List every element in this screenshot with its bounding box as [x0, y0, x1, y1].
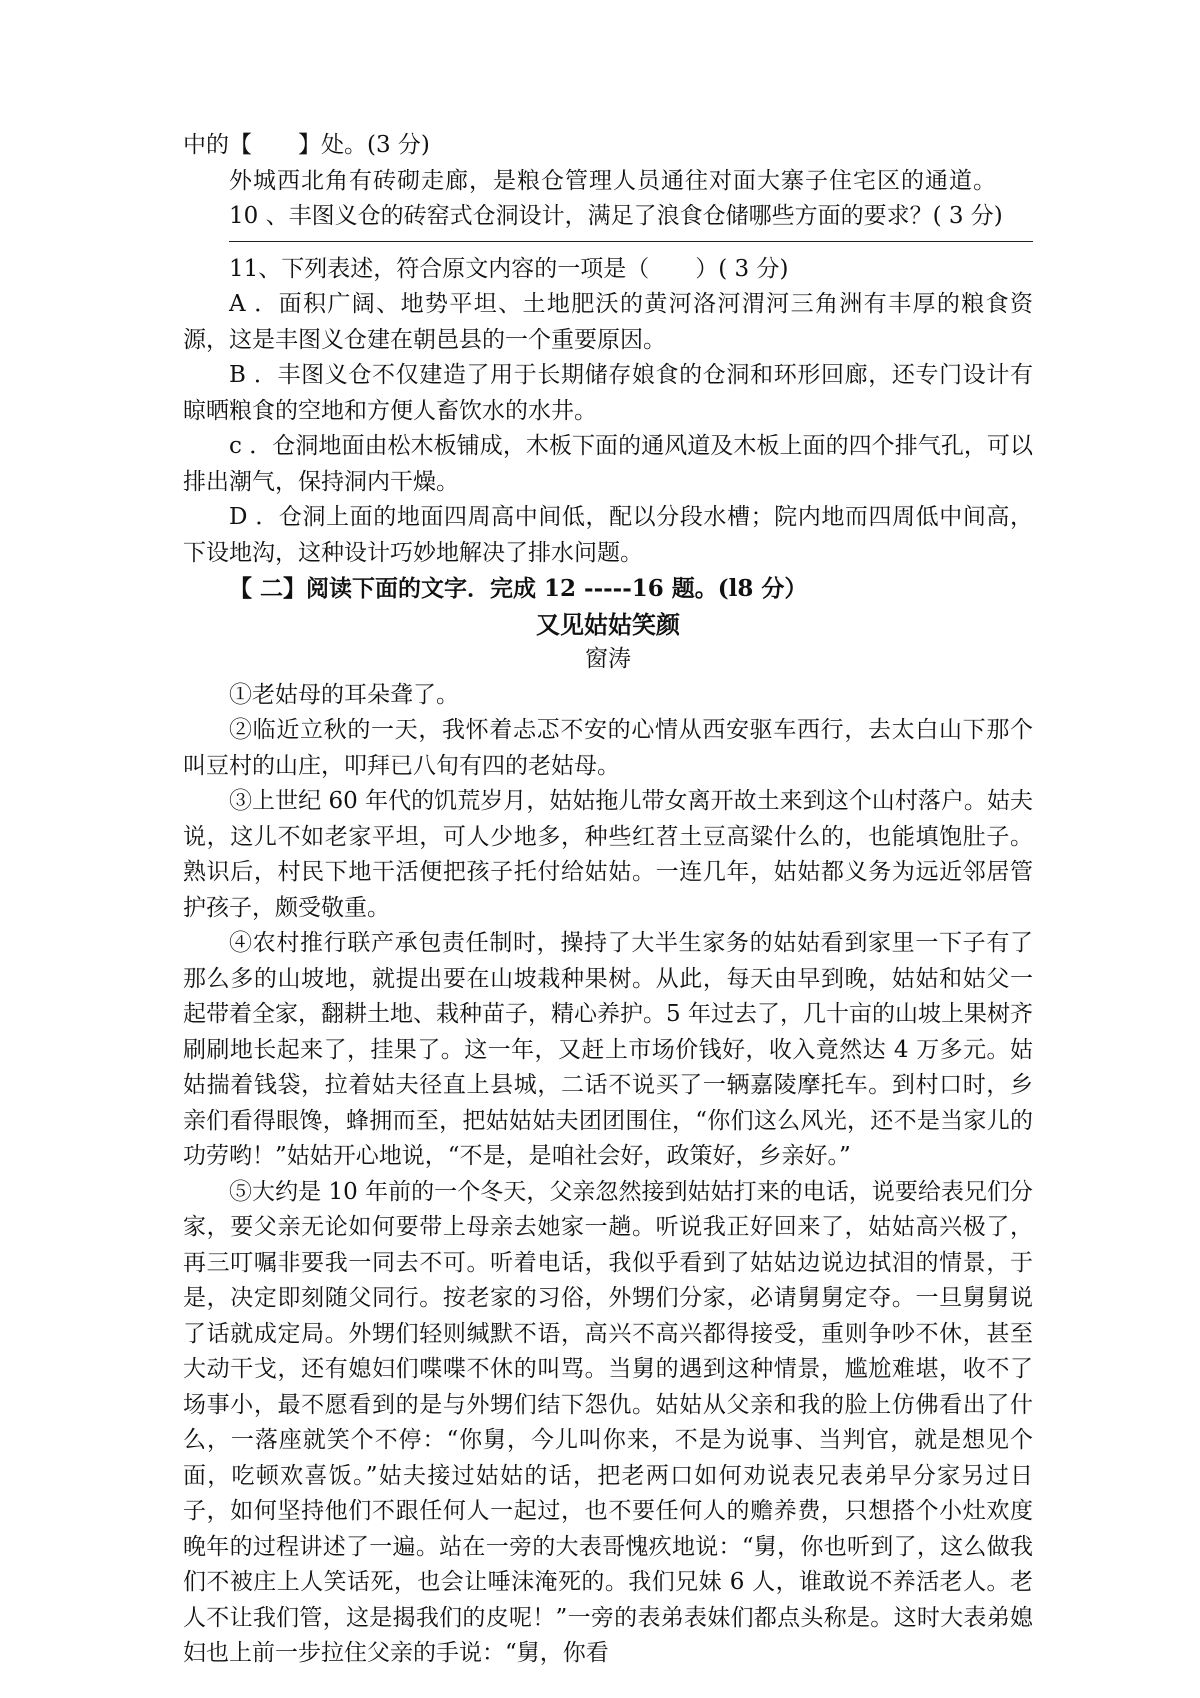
- paragraph-1: ①老姑母的耳朵聋了。: [229, 681, 459, 708]
- fill-blank-tail: 中的【 】处。(3 分): [183, 132, 430, 158]
- article-title: 又见姑姑笑颜: [536, 609, 680, 639]
- paragraph-4: ④农村推行联产承包责任制时，操持了大半生家务的姑姑看到家里一下子有了那么多的山坡地，就提出要在山坡栽种果树。从此，每天由早到晚，姑姑和姑父一起带着全家，翻耕土地、栽种苗子，精心养护。5 年过去了，几十亩的山坡上果树齐刷刷地长起来了，挂果了。这一年，又赶上市场价钱好，收入竟然达 4 万多元。姑姑揣着钱袋，拉着姑夫径直上县城，二话不说买了一辆嘉陵摩托车。到村口时，乡亲们看得眼馋，蜂拥而至，把姑姑姑夫团团围住，“你们这么风光，还不是当家儿的功劳哟！”姑姑开心地说，“不是，是咱社会好，政策好，乡亲好。”: [183, 930, 1033, 1169]
- question-11: 11、下列表述，符合原文内容的一项是（ ）( 3 分): [229, 255, 789, 282]
- option-d: D ．仓洞上面的地面四周高中间低，配以分段水槽；院内地而四周低中间高，下设地沟，这种设计巧妙地解决了排水问题。: [183, 504, 1033, 566]
- option-a: A ．面积广阔、地势平坦、土地肥沃的黄河洛河渭河三角洲有丰厚的粮食资源，这是丰图义仓建在朝邑县的一个重要原因。: [183, 291, 1033, 353]
- paragraph-3: ③上世纪 60 年代的饥荒岁月，姑姑拖儿带女离开故土来到这个山村落户。姑夫说，这儿不如老家平坦，可人少地多，种些红苕土豆高粱什么的，也能填饱肚子。熟识后，村民下地干活便把孩子托付给姑姑。一连几年，姑姑都义务为远近邻居管护孩子，颇受敬重。: [183, 788, 1033, 921]
- document-body: [183, 128, 1033, 1672]
- option-b: B ．丰图义仓不仅建造了用于长期储存娘食的仓洞和环形回廊，还专门设计有晾晒粮食的空地和方便人畜饮水的水井。: [183, 362, 1033, 424]
- paragraph-5: ⑤大约是 10 年前的一个冬天，父亲忽然接到姑姑打来的电话，说要给表兄们分家，要父亲无论如何要带上母亲去她家一趟。听说我正好回来了，姑姑高兴极了，再三叮嘱非要我一同去不可。听着电话，我似乎看到了姑姑边说边拭泪的情景，于是，决定即刻随父同行。按老家的习俗，外甥们分家，必请舅舅定夺。一旦舅舅说了话就成定局。外甥们轻则缄默不语，高兴不高兴都得接受，重则争吵不休，甚至大动干戈，还有媳妇们喋喋不休的叫骂。当舅的遇到这种情景，尴尬难堪，收不了场事小，最不愿看到的是与外甥们结下怨仇。姑姑从父亲和我的脸上仿佛看出了什么，一落座就笑个不停：“你舅，今儿叫你来，不是为说事、当判官，就是想见个面，吃顿欢喜饭。”姑夫接过姑姑的话，把老两口如何劝说表兄表弟早分家另过日子，如何坚持他们不跟任何人一起过，也不要任何人的赡养费，只想搭个小灶欢度晚年的过程讲述了一遍。站在一旁的大表哥愧疚地说：“舅，你也听到了，这么做我们不被庄上人笑话死，也会让唾沫淹死的。我们兄妹 6 人，谁敢说不养活老人。老人不让我们管，这是揭我们的皮呢！”一旁的表弟表妹们都点头称是。这时大表弟媳妇也上前一步拉住父亲的手说：“舅，你看: [183, 1178, 1033, 1666]
- paragraph-2: ②临近立秋的一天，我怀着忐忑不安的心情从西安驱车西行，去太白山下那个叫豆村的山庄，叩拜已八旬有四的老姑母。: [183, 717, 1033, 779]
- answer-line: [229, 241, 1033, 242]
- article-author: 窗涛: [585, 646, 631, 672]
- question-10: 10 、丰图义仓的砖窑式仓洞设计，满足了浪食仓储哪些方面的要求？( 3 分): [229, 203, 1003, 229]
- section-heading: 【 二】阅读下面的文字．完成 12 -----16 题。(l8 分）: [229, 575, 808, 602]
- option-c: c ．仓洞地面由松木板铺成，木板下面的通风道及木板上面的四个排气孔，可以排出潮气，保持洞内干燥。: [183, 433, 1033, 495]
- quoted-sentence: 外城西北角有砖砌走廊，是粮仓管理人员通往对面大寨子住宅区的通道。: [229, 167, 997, 194]
